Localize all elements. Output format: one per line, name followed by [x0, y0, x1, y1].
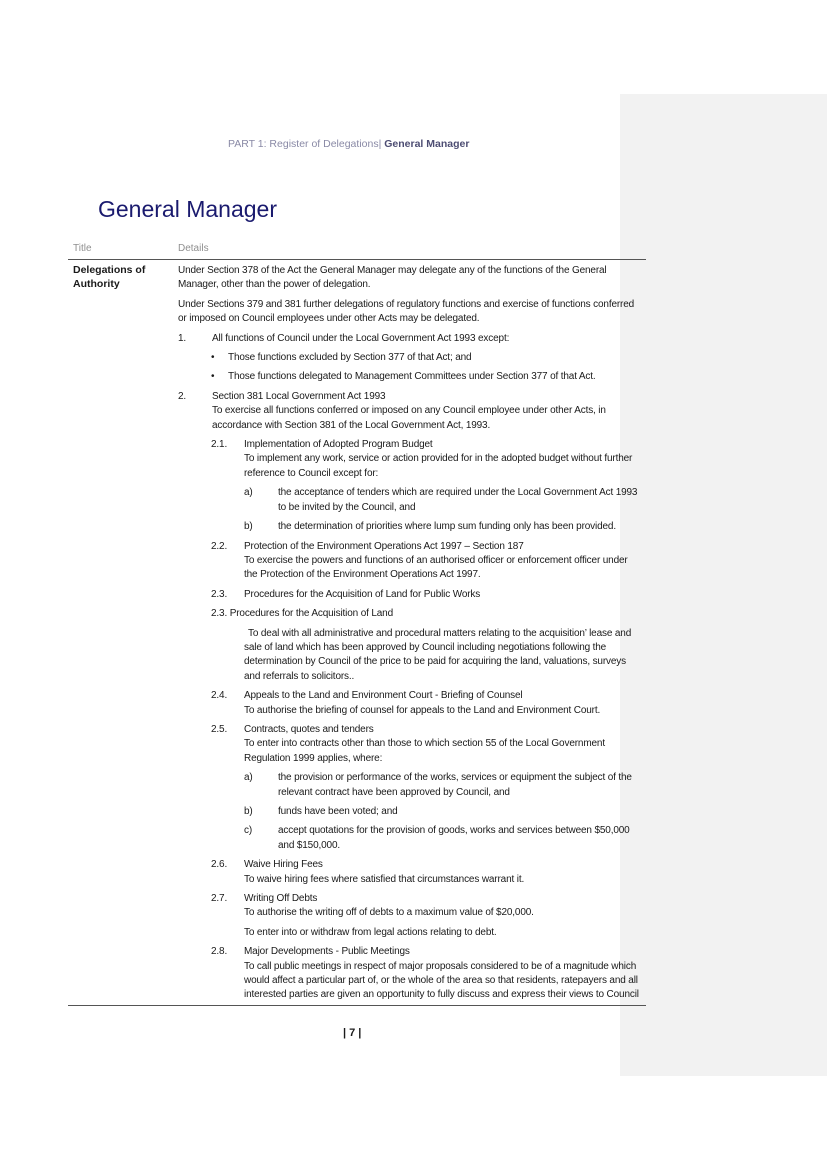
sub-item [178, 723, 640, 766]
sub-item-text: To authorise the writing off of debts to a maximum value of $20,000. [244, 907, 534, 919]
bullet-item [178, 370, 640, 384]
sub-item-text: To enter into contracts other than those to which section 55 of the Local Government Regulation 1999 applies, where: [244, 738, 605, 764]
sub-item [178, 945, 640, 1003]
sub-item-heading-plain: 2.3. Procedures for the Acquisition of Land [211, 608, 394, 620]
sub-item-text: To implement any work, service or action provided for in the adopted budget without further reference to Council except for: [244, 453, 633, 479]
sub-item [178, 438, 640, 481]
sub-item-text: To authorise the briefing of counsel for appeals to the Land and Environment Court. [244, 704, 601, 716]
list-item [178, 332, 640, 346]
item-number: 1. [178, 332, 187, 344]
bullet-text: Those functions delegated to Management Committees under Section 377 of that Act. [228, 371, 596, 383]
alpha-label: a) [244, 772, 253, 784]
intro-paragraph-1: Under Section 378 of the Act the General Manager may delegate any of the functions of the General Manager, other than the power of delegation. [178, 265, 607, 291]
sub-item-number: 2.2. [211, 540, 228, 552]
sub-item [178, 858, 640, 887]
column-header-details: Details [178, 243, 209, 254]
sub-item-number: 2.8. [211, 946, 228, 958]
sub-item-number: 2.1. [211, 439, 228, 451]
comment-pane [620, 94, 827, 1076]
alpha-item [178, 771, 640, 800]
sub-item [178, 588, 640, 602]
alpha-text: funds have been voted; and [278, 806, 398, 817]
alpha-item [178, 520, 640, 534]
sub-item-number: 2.6. [211, 859, 228, 871]
sub-item-heading: Writing Off Debts [244, 893, 318, 905]
running-header-prefix: PART 1: Register of Delegations| [228, 138, 382, 150]
sub-item-heading: Protection of the Environment Operations Act 1997 – Section 187 [244, 540, 524, 552]
alpha-label: c) [244, 825, 253, 837]
sub-item [178, 540, 640, 583]
item-text: All functions of Council under the Local Government Act 1993 except: [212, 332, 510, 344]
bullet-icon: • [211, 371, 215, 383]
details-cell [178, 264, 640, 1008]
intro-paragraph-2: Under Sections 379 and 381 further delegations of regulatory functions and exercise of functions conferred or imposed on Council employees under other Acts may be delegated. [178, 298, 635, 325]
sub-item-heading: Appeals to the Land and Environment Court - Briefing of Counsel [244, 690, 523, 702]
page-number: | 7 | [343, 1027, 362, 1039]
alpha-item [178, 486, 640, 515]
sub-item-number: 2.7. [211, 893, 228, 905]
table-header-rule [68, 259, 646, 260]
bullet-icon: • [211, 352, 215, 364]
bullet-item [178, 351, 640, 365]
sub-item-text: To deal with all administrative and procedural matters relating to the acquisition’ lease and sale of land which has been approved by Council including negotiations following the determination by Council of the price to be paid for acquiring the land, valuations, surveys and referrals to solicitors.. [244, 627, 632, 682]
alpha-text: the acceptance of tenders which are required under the Local Government Act 1993 to be invited by the Council, and [278, 487, 638, 513]
alpha-item [178, 805, 640, 819]
sub-item-heading: Waive Hiring Fees [244, 859, 323, 871]
alpha-label: b) [244, 806, 253, 817]
sub-item-text: To waive hiring fees where satisfied that circumstances warrant it. [244, 873, 525, 885]
sub-item-heading: Procedures for the Acquisition of Land for Public Works [244, 588, 481, 600]
alpha-label: a) [244, 487, 253, 499]
sub-item-number: 2.5. [211, 723, 228, 735]
alpha-text: the provision or performance of the works, services or equipment the subject of the relevant contract have been approved by Council, and [278, 772, 632, 798]
sub-item-text: To enter into or withdraw from legal actions relating to debt. [244, 926, 497, 938]
sub-item-text: To exercise the powers and functions of an authorised officer or enforcement officer under the Protection of the Environment Operations Act 1997. [244, 554, 628, 581]
item-number: 2. [178, 390, 187, 402]
running-header [228, 138, 469, 150]
sub-item-number: 2.4. [211, 690, 228, 702]
sub-item [178, 689, 640, 718]
alpha-text: the determination of priorities where lump sum funding only has been provided. [278, 521, 616, 533]
sub-item-heading: Contracts, quotes and tenders [244, 723, 374, 735]
sub-item-heading: Implementation of Adopted Program Budget [244, 439, 433, 451]
table-bottom-rule [68, 1005, 646, 1006]
sub-item-heading: Major Developments - Public Meetings [244, 946, 410, 958]
item-text: To exercise all functions conferred or imposed on any Council employee under other Acts, in accordance with Section 381 of the Local Government Act, 1993. [212, 405, 606, 431]
row-title: Delegations of Authority [73, 264, 146, 290]
bullet-text: Those functions excluded by Section 377 of that Act; and [228, 352, 472, 364]
sub-item-number: 2.3. [211, 588, 228, 600]
page-title: General Manager [98, 196, 277, 222]
alpha-text: accept quotations for the provision of goods, works and services between $50,000 and $150,000. [278, 825, 630, 851]
running-header-section: General Manager [381, 138, 470, 150]
sub-item-text: To call public meetings in respect of major proposals considered to be of a magnitude which would affect a particular part of, or the whole of the area so that residents, ratepayers and all interested parties are given an opportunity to fully discuss and express their views to Council [244, 960, 639, 1001]
alpha-label: b) [244, 521, 253, 533]
column-header-title: Title [73, 243, 92, 254]
sub-item [178, 892, 640, 921]
alpha-item [178, 824, 640, 853]
list-item [178, 390, 640, 433]
item-heading: Section 381 Local Government Act 1993 [212, 390, 386, 402]
